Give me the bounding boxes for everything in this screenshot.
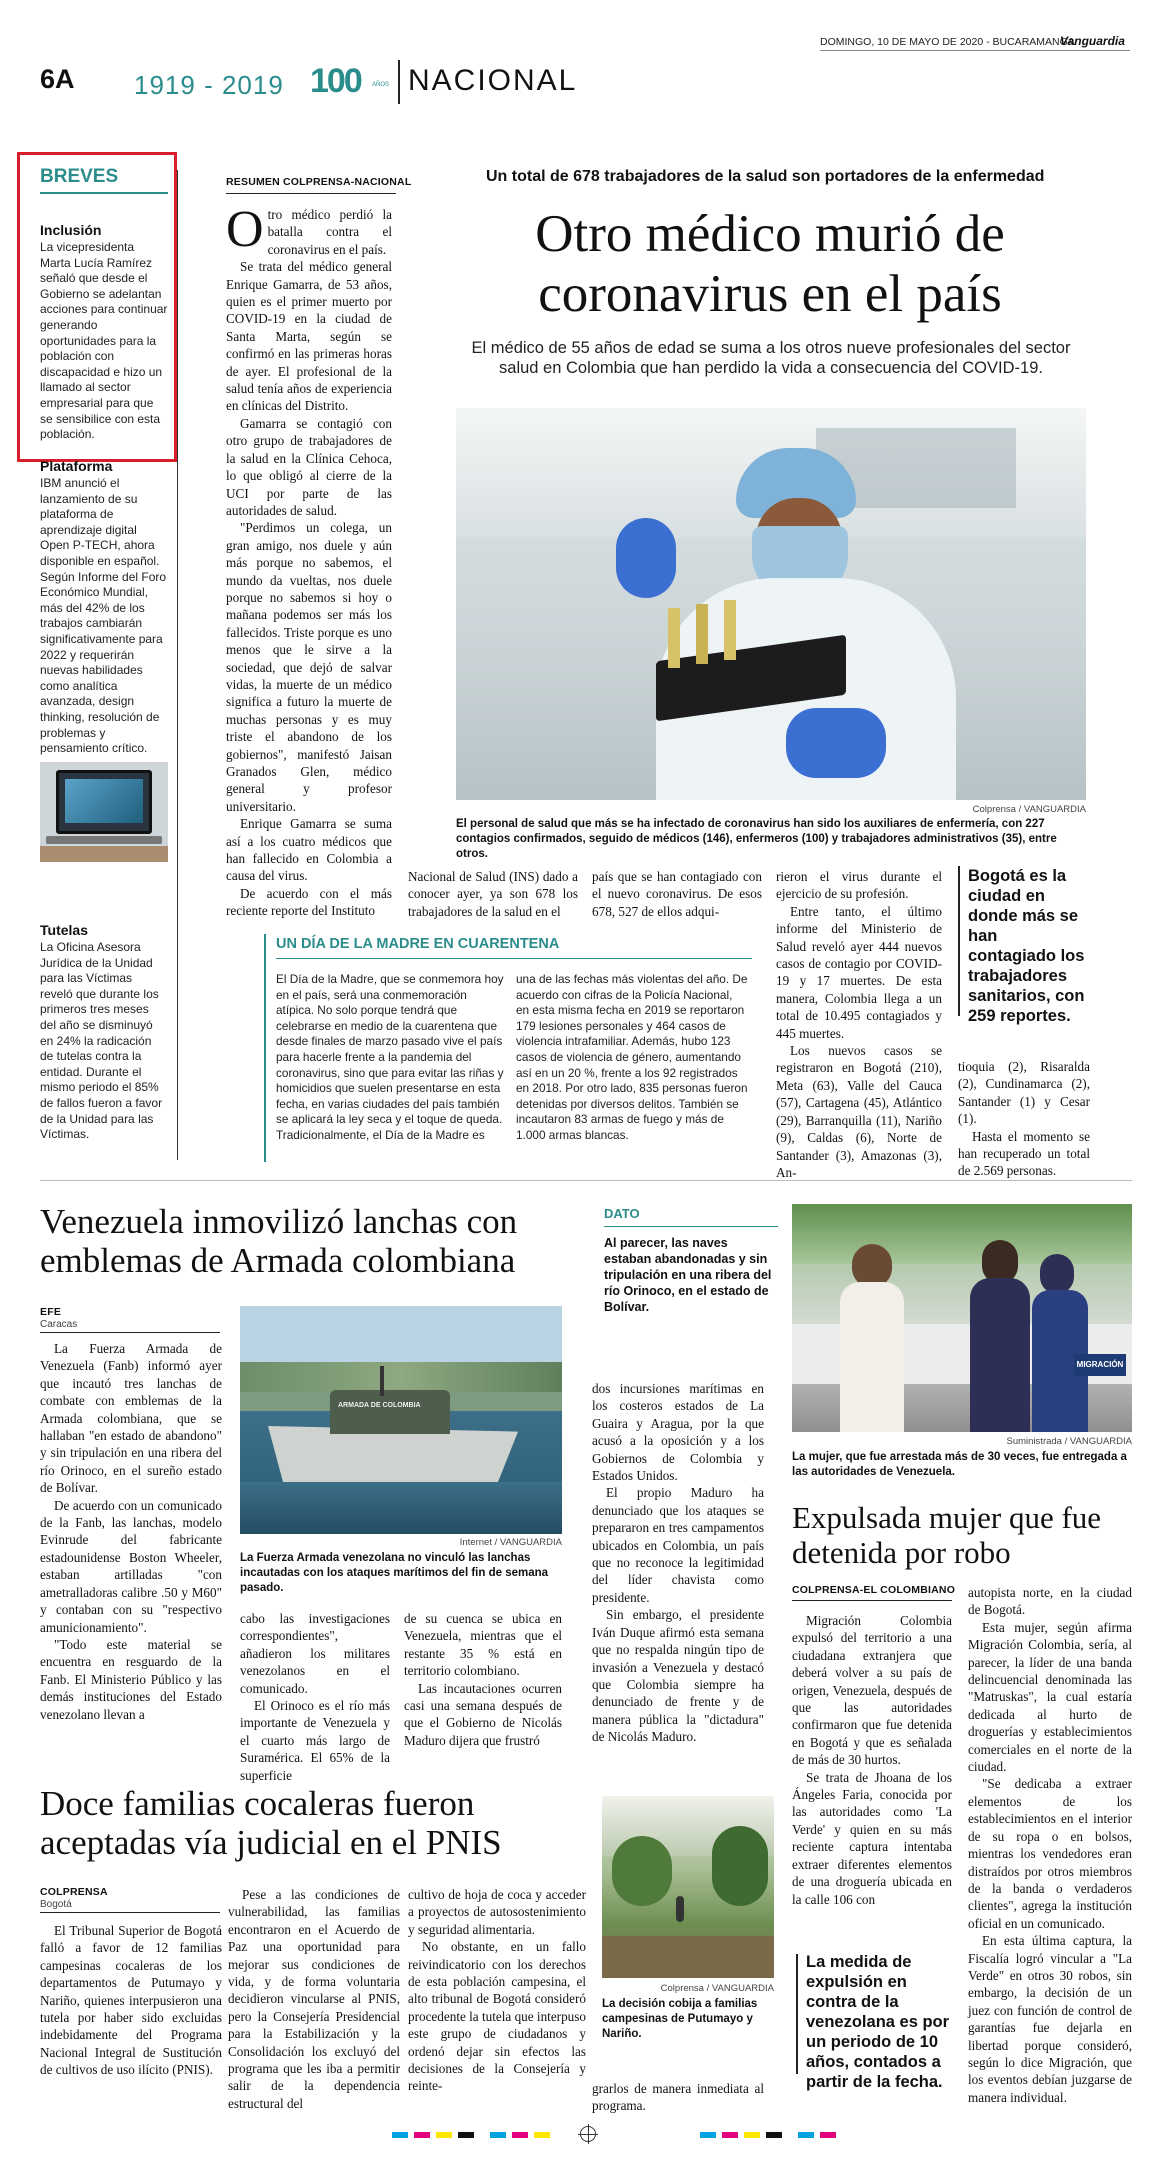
laptop-photo <box>40 762 168 862</box>
paragraph: Se trata del médico general Enrique Gamarra, de 53 años, quien es el primer muerto por COVID-19 en la ciudad de Santa Marta, según se confirmó en las primeras horas de ayer. El profesional de la salud tenía años de experiencia en clínicas del Distrito. <box>226 259 392 414</box>
registration-target <box>580 2126 596 2142</box>
main-kicker: Un total de 678 trabajadores de la salud son portadores de la enfermedad <box>486 168 1045 185</box>
paragraph: cabo las investigaciones correspondientes", añadieron los militares venezolanos en el comunicado. <box>240 1611 390 1696</box>
paragraph: El Orinoco es el río más importante de Venezuela y el cuarto más largo de Suramérica. El 65% de la superficie <box>240 1698 390 1783</box>
main-headline: Otro médico murió de coronavirus en el país <box>535 205 1005 323</box>
migration-photo <box>792 1204 1132 1432</box>
main-pullquote: Bogotá es la ciudad en donde más se han contagiado los trabajadores sanitarios, con 259 reportes. <box>968 867 1085 1025</box>
coca-dateline: Bogotá <box>40 1899 72 1910</box>
brief-body: La vicepresidenta Marta Lucía Ramírez señaló que desde el Gobierno se adelantan acciones para continuar generando oportunidades para la población con discapacidad e hizo un llamado al sector empresarial para que se sensibilice con esta población. <box>40 240 168 442</box>
date-line: DOMINGO, 10 DE MAYO DE 2020 - BUCARAMANGA <box>820 36 1075 48</box>
boat-photo-caption: La Fuerza Armada venezolana no vinculó las lanchas incautadas con los ataques marítimos del fin de semana pasado. <box>240 1552 549 1594</box>
coca-col-1: El Tribunal Superior de Bogotá falló a favor de 12 familias campesinas cocaleras de los departamentos de Putumayo y Nariño, quienes interpusieron una tutela por haber sido excluidas indebidamente del Programa Nacional Integral de Sustitución de cultivos de uso ilícito (PNIS). <box>40 1923 222 2078</box>
expulsion-pullquote: La medida de expulsión en contra de la venezolana es por un periodo de 10 años, contados a partir de la fecha. <box>806 1953 950 2091</box>
coca-byline-rule <box>40 1912 220 1913</box>
paragraph: dos incursiones marítimas en los costeros estados de La Guaira y Aragua, por la que acusó a la oposición y a los Gobiernos de Colombia y Estados Unidos. <box>592 1381 764 1484</box>
paragraph: De acuerdo con un comunicado de la Fanb, las lanchas, modelo Evinrude del fabricante estadounidense Boston Wheeler, estaban artilladas "con ametralladoras calibre .50 y M60" y contaban con su "respectivo amunicionamiento". <box>40 1497 222 1635</box>
mothers-box-rule <box>264 934 266 1162</box>
briefs-title-rule <box>40 192 168 194</box>
venezuela-headline: Venezuela inmovilizó lanchas con emblemas de Armada colombiana <box>40 1202 518 1280</box>
main-photo-credit: Colprensa / VANGUARDIA <box>972 804 1086 815</box>
briefs-title: BREVES <box>40 166 119 187</box>
main-col-2: Nacional de Salud (INS) dado a conocer ayer, ya son 678 los trabajadores de la salud en el <box>408 869 578 919</box>
paragraph: cultivo de hoja de coca y acceder a proyectos de autosostenimiento y seguridad alimentaria. <box>408 1887 586 1937</box>
main-col-5 <box>958 1058 1090 1180</box>
paragraph: Los nuevos casos se registraron en Bogotá (210), Meta (63), Valle del Cauca (57), Cartagena (45), Atlántico (29), Barranquilla (11), Nariño (9), Caldas (6), Norte de Santander (3), Amazonas (3), An- <box>776 1043 942 1180</box>
coca-col-3 <box>408 1886 586 2095</box>
paragraph: tioquia (2), Risaralda (2), Cundinamarca (2), Santander (1) y Cesar (1). <box>958 1059 1090 1127</box>
boat-photo <box>240 1306 562 1534</box>
paragraph: La Fuerza Armada de Venezuela (Fanb) informó ayer que incautó tres lanchas de combate con emblemas de la Armada colombiana, que se hallaban "en estado de abandono" y sin tripulación en una ribera del río Orinoco, en el sureño estado de Bolívar. <box>40 1341 222 1496</box>
paragraph: "Perdimos un colega, un gran amigo, nos duele y aún más porque no sabemos, el mundo da vueltas, nos duele porque no sabemos si hoy o mañana podemos ser más los fallecidos. Triste porque es uno menos que le sirve a la sociedad, que dejó de salvar vidas, la muerte de un médico significa a futuro la muerte de muchas personas y es muy triste el abandono de los gobiernos", manifestó Jaisan Granados Glen, médico general y profesor universitario. <box>226 520 392 814</box>
dato-title: DATO <box>604 1206 640 1221</box>
migration-photo-credit: Suministrada / VANGUARDIA <box>1006 1436 1132 1447</box>
coca-byline: COLPRENSA <box>40 1886 108 1898</box>
paragraph: tro médico perdió la batalla contra el coronavirus en el país. <box>267 207 392 257</box>
paragraph: Las incautaciones ocurren casi una semana después de que el Gobierno de Nicolás Maduro dijera que frustró <box>404 1680 562 1748</box>
venezuela-col-4 <box>592 1380 764 1746</box>
main-photo-caption: El personal de salud que más se ha infectado de coronavirus han sido los auxiliares de enfermería, con 227 contagios confirmados, seguido de médicos (146), enfermeros (100) y trabajadores administrativos (35), entre otros. <box>456 818 1057 860</box>
boat-photo-credit: Internet / VANGUARDIA <box>459 1537 562 1548</box>
coca-col-4: grarlos de manera inmediata al programa. <box>592 2081 764 2114</box>
paragraph: Gamarra se contagió con otro grupo de trabajadores de la salud en la Clínica Cehoca, lo que obligó al cierre de la UCI por parte de las autoridades de salud. <box>226 415 392 518</box>
main-byline: RESUMEN COLPRENSA-NACIONAL <box>226 176 412 188</box>
paragraph: de su cuenca se ubica en Venezuela, mientras que el restante 35 % está en territorio colombiano. <box>404 1611 562 1679</box>
main-col-4 <box>776 868 942 1181</box>
briefs-vertical-rule <box>177 170 178 1160</box>
mothers-title-rule <box>276 958 752 959</box>
migration-sign: MIGRACIÓN <box>1074 1354 1126 1376</box>
section-separator <box>40 1180 1132 1181</box>
paragraph: Hasta el momento se han recuperado un total de 2.569 personas. <box>958 1128 1090 1179</box>
expulsion-pullquote-rule <box>796 1954 798 2074</box>
pullquote-rule <box>958 866 960 1016</box>
mothers-col-1: El Día de la Madre, que se conmemora hoy en el país, será una conmemoración atípica. No solo porque tendrá que celebrarse en medio de la cuarentena que desde finales de marzo pasado vive el país para hacerle frente a la pandemia del coronavirus, sino que para evitar las riñas y homicidios que suelen presentarse en esta fecha, en varias ciudades del país también se aplicará la ley seca y el toque de queda. Tradicionalmente, el Día de la Madre es <box>276 972 504 1142</box>
dropcap: O <box>226 201 264 258</box>
coca-photo-credit: Colprensa / VANGUARDIA <box>660 1983 774 1994</box>
main-col-1 <box>226 201 392 920</box>
paragraph: "Se dedicaba a extraer elementos de los establecimientos en el interior de su ropa o en bolsos, mientras los vendedores eran distraídos por otros miembros de la banda o verdaderos clientes", agrega la institución oficial en un comunicado. <box>968 1776 1132 1931</box>
brief-platform <box>40 458 168 757</box>
expulsion-headline: Expulsada mujer que fue detenida por robo <box>792 1500 1102 1570</box>
venezuela-col-2 <box>240 1610 390 1784</box>
dato-box <box>604 1206 778 1315</box>
expulsion-byline: COLPRENSA-EL COLOMBIANO <box>792 1584 956 1596</box>
brief-head: Inclusión <box>40 222 102 238</box>
brief-body: IBM anunció el lanzamiento de su plataforma de aprendizaje digital Open P-TECH, ahora disponible en español. Según Informe del Foro Económico Mundial, más del 42% de los trabajos cambiarán significativamente para 2022 y requerirán nuevas habilidades como analítica avanzada, design thinking, resolución de problemas y pensamiento crítico. <box>40 476 167 756</box>
brief-inclusion <box>40 222 168 443</box>
brief-head: Plataforma <box>40 458 113 474</box>
registration-bar-right <box>700 2132 920 2140</box>
page-number: 6A <box>40 64 75 94</box>
paragraph: El propio Maduro ha denunciado que los ataques se prepararon en tres campamentos ubicados en Colombia, un país que no reconoce la legitimidad del líder chavista como presidente. <box>592 1485 764 1605</box>
expulsion-col-2 <box>968 1584 1132 2106</box>
coca-headline: Doce familias cocaleras fueron aceptadas vía judicial en el PNIS <box>40 1784 502 1862</box>
section-name: NACIONAL <box>408 64 578 97</box>
venezuela-byline: EFE <box>40 1306 62 1318</box>
paragraph: Esta mujer, según afirma Migración Colombia, sería, al parecer, la líder de una banda delincuencial denominada las "Matruskas", la cual estaría dedicada al hurto de droguerías y establecimientos comerciales en el norte de la ciudad. <box>968 1619 1132 1775</box>
paragraph: Entre tanto, el último informe del Ministerio de Salud reveló ayer 444 nuevos casos de contagio por COVID-19 y 17 muertes. De esta manera, Colombia llega a un total de 10.495 contagiados y 445 muertes. <box>776 903 942 1041</box>
registration-bar-left <box>392 2132 592 2140</box>
coca-col-2: Pese a las condiciones de vulnerabilidad, las familias encontraron en el Acuerdo de Paz una oportunidad para mejorar sus condiciones de vida, y de forma voluntaria decidieron vincularse al PNIS, pero la Consejería Presidencial para la Estabilización y la Consolidación los excluyó del programa que les iba a permitir salir de la dependencia estructural del <box>228 1887 400 2111</box>
paragraph: No obstante, en un fallo reivindicatorio con los derechos de esta población campesina, el alto tribunal de Bogotá consideró procedente la tutela que interpuso este grupo de ciudadanos y ordenó dejar sin efectos las decisiones de la Consejería y reinte- <box>408 1939 586 2094</box>
paragraph: En esta última captura, la Fiscalía logró vincular a "La Verde" en otros 30 robos, sin embargo, la decisión de un juez con función de control de garantías fue dejarla en libertad porque consideró, según lo dice Migración, que los eventos debían juzgarse de manera individual. <box>968 1933 1132 2105</box>
brief-body: La Oficina Asesora Jurídica de la Unidad para las Víctimas reveló que durante los primeros tres meses del año se disminuyó en 24% la radicación de tutelas contra la entidad. Durante el mismo periodo el 85% de fallos fueron a favor de la Unidad para las Víctimas. <box>40 940 163 1142</box>
anniversary-logo: 100 AÑOS <box>310 62 390 100</box>
expulsion-byline-rule <box>792 1600 952 1601</box>
paragraph: Enrique Gamarra se suma así a los cuatro médicos que han fallecido en Colombia a causa del virus. <box>226 816 392 884</box>
dato-rule <box>604 1226 778 1227</box>
mothers-col-2: una de las fechas más violentas del año. De acuerdo con cifras de la Policía Nacional, en esta misma fecha en 2019 se reportaron 179 lesiones personales y 464 casos de violencia intrafamiliar. Además, hubo 123 casos de violencia de género, aumentando así en un 20 %, frente a los 92 registrados en 2018. Por otro lado, 835 personas fueron detenidas por diversos delitos. También se incautaron 83 armas de fuego y más de 1.000 armas blancas. <box>516 972 748 1142</box>
brand-name: Vanguardia <box>1060 34 1125 48</box>
venezuela-col-3 <box>404 1610 562 1749</box>
venezuela-dateline: Caracas <box>40 1319 78 1330</box>
years-label: 1919 - 2019 <box>134 70 284 100</box>
venezuela-col-1 <box>40 1340 222 1723</box>
paragraph: "Todo este material se encuentra en resguardo de la Fanb. El Ministerio Público y las demás instituciones del Estado venezolano llevan a <box>40 1636 222 1722</box>
paragraph: Se trata de Jhoana de los Ángeles Faria, conocida por las autoridades como 'La Verde' y quien en su más reciente captura intentaba extraer diferentes elementos de una droguería ubicada en la calle 106 con <box>792 1769 952 1907</box>
boat-label: ARMADA DE COLOMBIA <box>338 1402 421 1409</box>
venezuela-byline-rule <box>40 1332 220 1333</box>
paragraph: De acuerdo con el más reciente reporte del Instituto <box>226 885 392 919</box>
expulsion-col-1 <box>792 1612 952 1908</box>
date-rule <box>820 50 1130 51</box>
main-byline-rule <box>226 193 396 194</box>
mothers-box <box>264 934 754 1162</box>
paragraph: Sin embargo, el presidente Iván Duque afirmó esta semana que no respalda ningún tipo de invasión a Venezuela y destacó que Colombia siempre ha denunciado de frente y de manera pública la "dictadura" de Nicolás Maduro. <box>592 1607 764 1745</box>
paragraph: rieron el virus durante el ejercicio de su profesión. <box>776 869 942 902</box>
migration-photo-caption: La mujer, que fue arrestada más de 30 veces, fue entregada a las autoridades de Venezuela. <box>792 1451 1127 1478</box>
brief-head: Tutelas <box>40 922 88 938</box>
main-photo <box>456 408 1086 800</box>
main-deck: El médico de 55 años de edad se suma a los otros nueve profesionales del sector salud en Colombia que han perdido la vida a consecuencia del COVID-19. <box>471 339 1071 377</box>
paragraph: Migración Colombia expulsó del territorio a una ciudadana extranjera que deberá volver a su país de origen, Venezuela, después de que las autoridades confirmaron que fue detenida en Bogotá y que es señalada de más de 30 hurtos. <box>792 1613 952 1768</box>
coca-field-photo <box>602 1796 774 1978</box>
paragraph: autopista norte, en la ciudad de Bogotá. <box>968 1585 1132 1618</box>
section-divider <box>398 60 400 104</box>
main-col-3: país que se han contagiado con el nuevo coronavirus. De esos 678, 527 de ellos adqui- <box>592 869 762 919</box>
mothers-box-title: UN DÍA DE LA MADRE EN CUARENTENA <box>276 936 560 952</box>
coca-photo-caption: La decisión cobija a familias campesinas de Putumayo y Nariño. <box>602 1998 758 2040</box>
brief-tutelas <box>40 922 168 1143</box>
dato-text: Al parecer, las naves estaban abandonadas y sin tripulación en una ribera del río Orinoco, en el estado de Bolívar. <box>604 1236 772 1314</box>
